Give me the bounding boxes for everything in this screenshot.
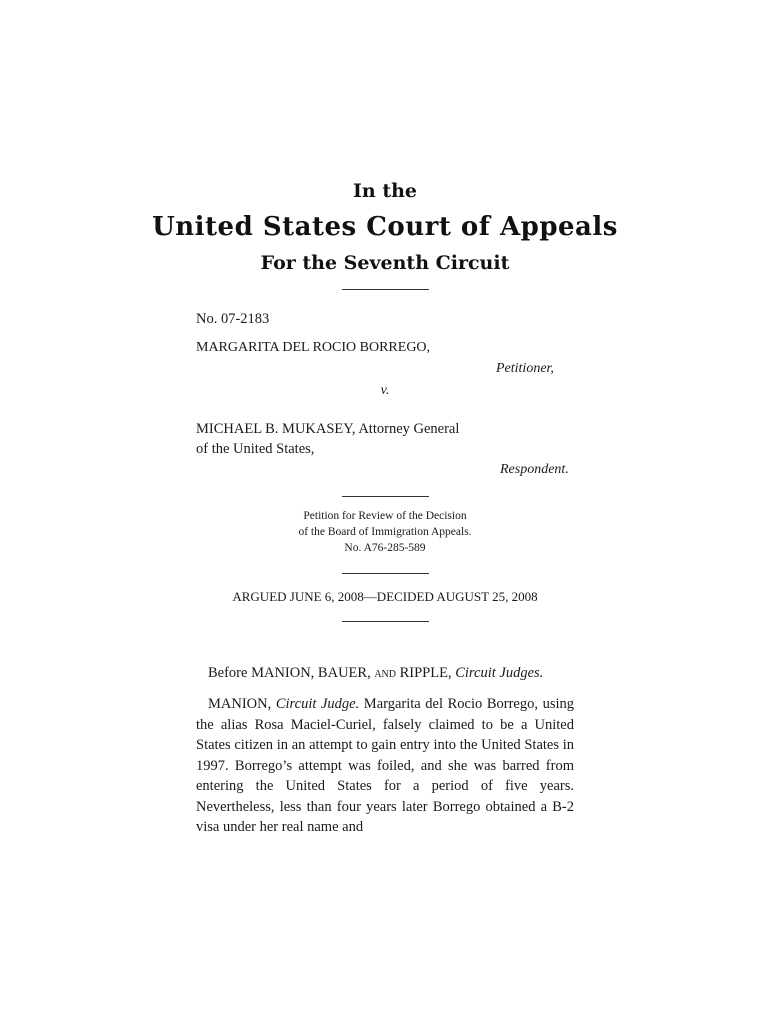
- panel-line: [208, 665, 543, 682]
- respondent-role: Respondent.: [500, 462, 569, 477]
- petition-line-2: of the Board of Immigration Appeals.: [298, 526, 472, 538]
- opinion-author-title: Circuit Judge.: [271, 696, 360, 712]
- petitioner-name: MARGARITA DEL ROCIO BORREGO,: [196, 340, 431, 355]
- circuit-name: For the Seventh Circuit: [260, 252, 510, 274]
- opinion-author: MANION,: [208, 696, 272, 712]
- opinion-body: Margarita del Rocio Borrego, using the alias Rosa Maciel-Curiel, falsely claimed to be a United States citizen in an attempt to gain entry into the United States in 1997. Borrego’s attempt was foiled, and she was barred from entering the United States for a period of five years. Nevertheless, less than four years later Borrego obtained a B-2 visa under her real name and: [196, 696, 574, 835]
- respondent-name: MICHAEL B. MUKASEY,: [196, 421, 356, 437]
- petition-number: No. A76-285-589: [344, 542, 426, 554]
- respondent-line-1: [196, 421, 459, 438]
- respondent-line-2: of the United States,: [196, 441, 315, 457]
- panel-judges: MANION, BAUER, and RIPPLE,: [251, 665, 452, 681]
- divider-rule: [342, 289, 429, 290]
- case-number: No. 07-2183: [196, 311, 270, 327]
- petitioner-role: Petitioner,: [496, 361, 554, 376]
- divider-rule: [342, 573, 429, 574]
- header-line-in-the: In the: [353, 180, 417, 202]
- argued-decided-dates: ARGUED JUNE 6, 2008—DECIDED AUGUST 25, 2008: [232, 589, 538, 604]
- before-prefix: Before: [208, 665, 252, 681]
- divider-rule: [342, 621, 429, 622]
- divider-rule: [342, 496, 429, 497]
- panel-title: Circuit Judges.: [451, 665, 544, 681]
- court-name: United States Court of Appeals: [152, 212, 618, 242]
- versus: v.: [380, 383, 390, 398]
- petition-line-1: Petition for Review of the Decision: [303, 510, 467, 522]
- opinion-text: [196, 694, 574, 838]
- respondent-title: Attorney General: [355, 421, 460, 437]
